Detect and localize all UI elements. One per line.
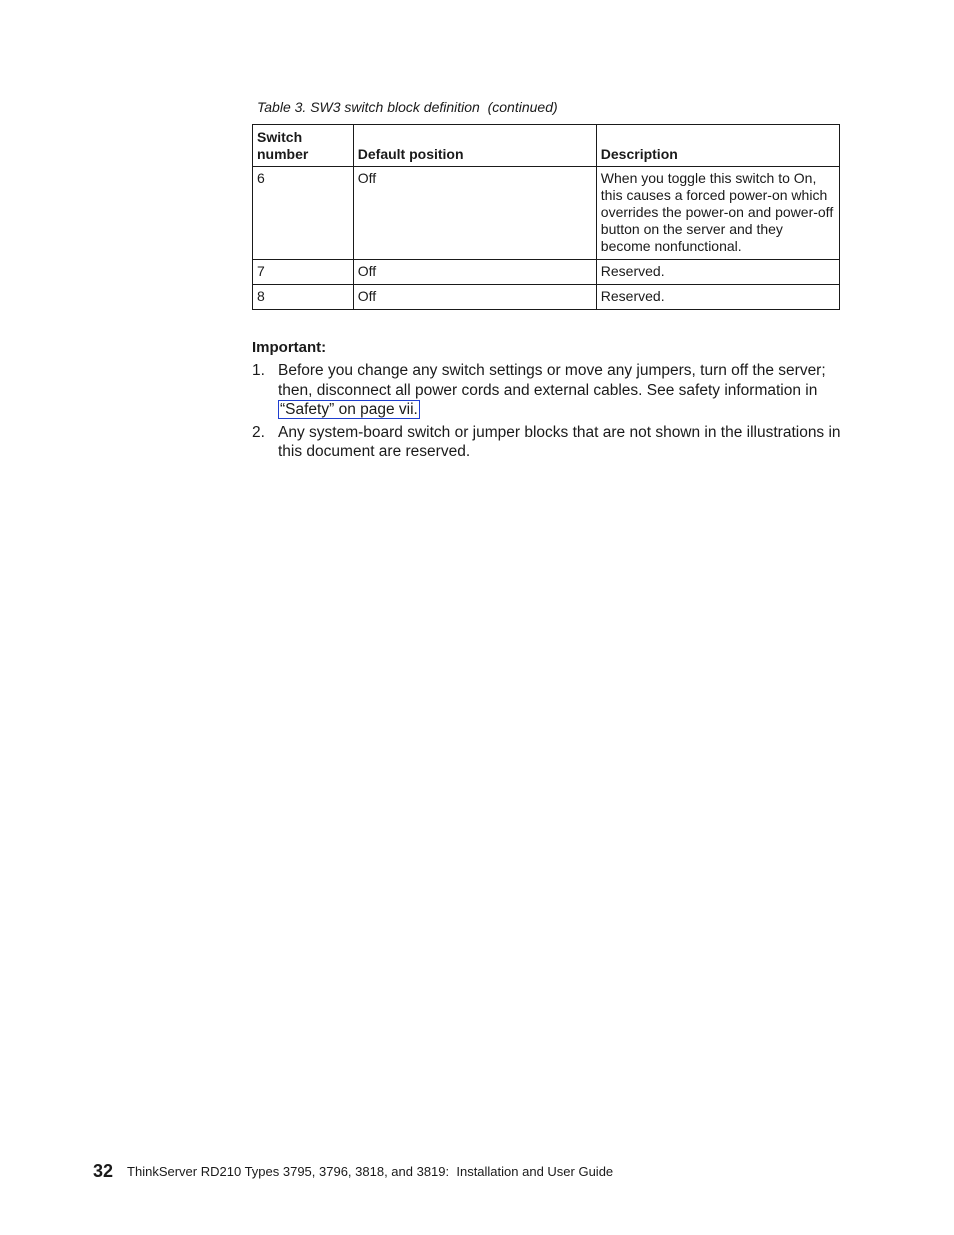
header-switch-number-label: Switch number [257,129,309,162]
header-default-position [353,125,596,167]
switch-table [252,124,840,310]
table-caption: Table 3. SW3 switch block definition (continued) [257,99,558,115]
cell-switch: 8 [253,285,354,310]
footer-title: ThinkServer RD210 Types 3795, 3796, 3818, and 3819: Installation and User Guide [127,1164,614,1179]
cell-description: Reserved. [596,285,839,310]
list-item-text: Any system-board switch or jumper blocks that are not shown in the illustrations in this document are reserved. [278,423,841,460]
header-switch-number [253,125,354,167]
page-footer [93,1161,613,1182]
list-item [252,423,844,462]
list-item [252,361,844,420]
cell-description: Reserved. [596,260,839,285]
cell-switch: 7 [253,260,354,285]
important-heading: Important: [252,339,327,356]
list-item-text: Before you change any switch settings or move any jumpers, turn off the server; then, disconnect all power cords and external cables. See safety information in [278,362,826,399]
page-number: 32 [93,1161,114,1181]
table-row [253,167,840,260]
list-item-number: 1. [252,362,265,379]
safety-link[interactable]: “Safety” on page vii. [280,401,418,418]
header-description [596,125,839,167]
table-row [253,260,840,285]
cell-default: Off [353,167,596,260]
cell-switch: 6 [253,167,354,260]
cell-description: When you toggle this switch to On, this causes a forced power-on which overrides the power-on and power-off button on the server and they become nonfunctional. [596,167,839,260]
header-default-position-label: Default position [357,146,464,162]
header-description-label: Description [600,146,678,162]
list-item-number: 2. [252,423,265,441]
cell-default: Off [353,285,596,310]
table-header-row [253,125,840,167]
table-row [253,285,840,310]
important-list [252,361,844,465]
cell-default: Off [353,260,596,285]
